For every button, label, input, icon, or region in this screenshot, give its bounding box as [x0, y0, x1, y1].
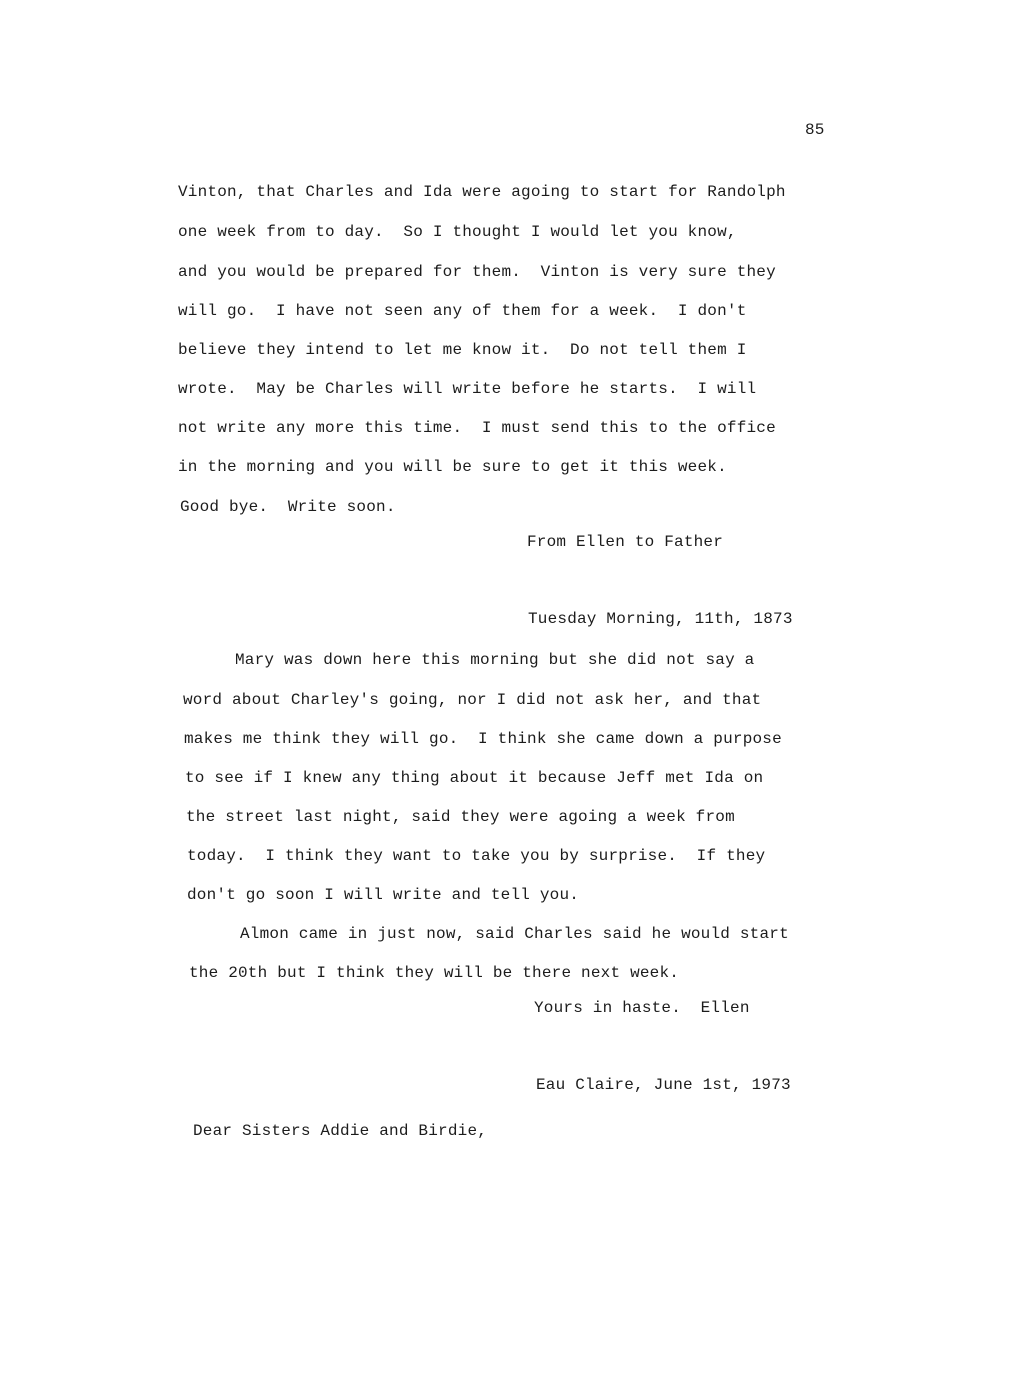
letter2-p2-line-2: the 20th but I think they will be there next week.	[189, 964, 680, 982]
letter1-line-9: Good bye. Write soon.	[180, 498, 396, 516]
letter1-line-5: believe they intend to let me know it. Do not tell them I	[178, 341, 747, 359]
letter1-signature: From Ellen to Father	[527, 533, 724, 551]
letter2-p1-line-1: Mary was down here this morning but she did not say a	[235, 651, 755, 669]
letter1-line-8: in the morning and you will be sure to get it this week.	[178, 458, 727, 476]
letter2-p1-line-5: the street last night, said they were agoing a week from	[186, 808, 735, 826]
letter2-p1-line-3: makes me think they will go. I think she came down a purpose	[184, 730, 782, 748]
letter1-line-2: one week from to day. So I thought I would let you know,	[178, 223, 737, 241]
letter1-line-4: will go. I have not seen any of them for a week. I don't	[178, 302, 747, 320]
letter3-date: Eau Claire, June 1st, 1973	[536, 1076, 791, 1094]
letter2-closing: Yours in haste. Ellen	[534, 999, 750, 1017]
page-number: 85	[805, 121, 825, 139]
letter2-p1-line-6: today. I think they want to take you by surprise. If they	[187, 847, 766, 865]
letter1-line-1: Vinton, that Charles and Ida were agoing to start for Randolph	[178, 183, 786, 201]
letter2-p1-line-7: don't go soon I will write and tell you.	[187, 886, 580, 904]
letter2-p1-line-2: word about Charley's going, nor I did not ask her, and that	[183, 691, 762, 709]
letter3-salutation: Dear Sisters Addie and Birdie,	[193, 1122, 488, 1140]
letter2-p2-line-1: Almon came in just now, said Charles said he would start	[240, 925, 789, 943]
letter2-date: Tuesday Morning, 11th, 1873	[528, 610, 793, 628]
letter1-line-3: and you would be prepared for them. Vinton is very sure they	[178, 263, 776, 281]
letter1-line-7: not write any more this time. I must send this to the office	[178, 419, 776, 437]
letter1-line-6: wrote. May be Charles will write before he starts. I will	[178, 380, 757, 398]
letter2-p1-line-4: to see if I knew any thing about it because Jeff met Ida on	[185, 769, 764, 787]
